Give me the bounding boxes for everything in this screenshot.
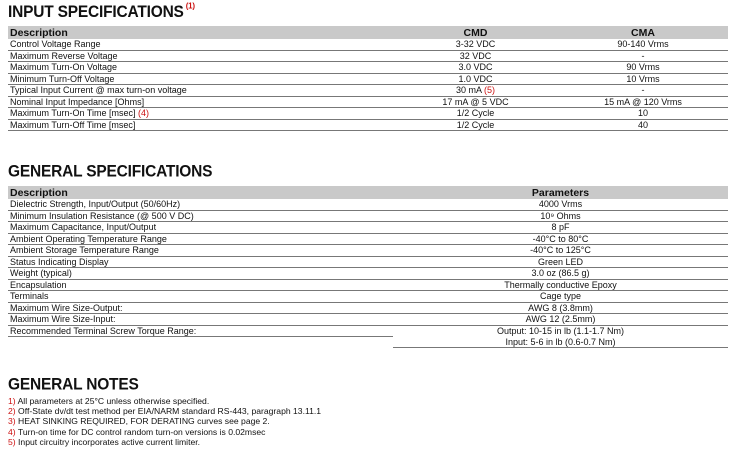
cmd-cell [393,62,558,74]
table-row [8,199,728,210]
note-item [8,437,321,447]
note-text: Off-State dv/dt test method per EIA/NARM standard RS-443, paragraph 13.11.1 [15,406,322,417]
cmd-value: 3-32 VDC [455,39,496,50]
cmd-value: 1.0 VDC [458,73,493,84]
cmd-value: 1/2 Cycle [456,108,495,119]
table-row [8,62,728,74]
parameter-cell: 10⁹ Ohms [393,210,728,222]
cmd-cell [393,73,558,85]
column-header-cmd: CMD [393,26,558,39]
input-specifications-table [8,26,728,131]
description-cell [8,96,393,108]
description-cell: Dielectric Strength, Input/Output (50/60Hz) [8,199,393,210]
table-row [8,291,728,303]
note-text: HEAT SINKING REQUIRED, FOR DERATING curves see page 2. [15,416,270,427]
input-specifications-title [8,0,195,22]
description-text: Maximum Turn-Off Time [msec] [10,119,136,130]
description-cell: Maximum Wire Size-Output: [8,302,393,314]
note-number: 1) [8,396,16,406]
description-cell [8,62,393,74]
description-cell: Terminals [8,291,393,303]
title-note-ref: (1) [185,0,195,11]
parameter-cell: 3.0 oz (86.5 g) [393,268,728,280]
table-row [8,325,728,337]
description-cell: Encapsulation [8,279,393,291]
note-text: Input circuitry incorporates active current limiter. [15,436,201,447]
table-row [8,39,728,50]
parameter-cell: -40°C to 80°C [393,233,728,245]
parameter-cell: Green LED [393,256,728,268]
cmd-value: 17 mA @ 5 VDC [442,96,509,107]
general-notes-title: GENERAL NOTES [8,376,139,394]
empty-cell [8,337,393,348]
cma-cell: 90 Vrms [558,62,728,74]
description-text: Control Voltage Range [10,39,101,50]
description-cell: Minimum Insulation Resistance (@ 500 V DC) [8,210,393,222]
cmd-cell [393,108,558,120]
parameter-cell: 4000 Vrms [393,199,728,210]
table-header-row [8,26,728,39]
cma-cell: 90-140 Vrms [558,39,728,50]
note-number: 5) [8,436,16,447]
table-row [8,119,728,131]
table-row [8,314,728,326]
note-item [8,427,321,437]
cmd-cell [393,96,558,108]
table-row [8,108,728,120]
description-text: Maximum Reverse Voltage [10,50,118,61]
parameter-cell: Thermally conductive Epoxy [393,279,728,291]
description-cell: Maximum Capacitance, Input/Output [8,222,393,234]
parameter-cell: 8 pF [393,222,728,234]
description-text: Maximum Turn-On Voltage [10,62,118,73]
table-row [8,279,728,291]
note-item [8,416,321,426]
cma-cell: 40 [558,119,728,131]
parameter-cell: AWG 8 (3.8mm) [393,302,728,314]
description-cell: Recommended Terminal Screw Torque Range: [8,325,393,337]
cmd-value: 30 mA [455,85,482,96]
note-number: 2) [8,406,16,417]
cmd-cell [393,119,558,131]
table-row [8,85,728,97]
cmd-value: 32 VDC [459,50,492,61]
parameter-cell: AWG 12 (2.5mm) [393,314,728,326]
description-cell [8,85,393,97]
column-header-description: Description [8,26,393,39]
cma-cell: - [558,85,728,97]
table-row [8,50,728,62]
table-row [8,268,728,280]
note-number: 4) [8,426,16,437]
table-row [8,222,728,234]
description-cell [8,39,393,50]
description-cell [8,73,393,85]
description-cell [8,50,393,62]
description-cell: Ambient Storage Temperature Range [8,245,393,257]
cma-cell: - [558,50,728,62]
note-ref: (4) [138,108,150,119]
input-specifications-title-text: INPUT SPECIFICATIONS [8,3,184,22]
table-header-row [8,186,728,199]
column-header-cma: CMA [558,26,728,39]
parameter-cell: Cage type [393,291,728,303]
column-header-description: Description [8,186,393,199]
general-specifications-table [8,186,728,348]
note-item [8,396,321,406]
description-cell: Status Indicating Display [8,256,393,268]
table-row [8,210,728,222]
description-text: Nominal Input Impedance [Ohms] [10,96,145,107]
note-number: 3) [8,416,16,427]
description-cell: Weight (typical) [8,268,393,280]
cma-cell: 15 mA @ 120 Vrms [558,96,728,108]
cmd-value: 3.0 VDC [458,62,493,73]
table-row [8,73,728,85]
description-text: Maximum Turn-On Time [msec] [10,108,136,119]
cmd-value: 1/2 Cycle [456,119,495,130]
note-item [8,406,321,416]
table-row-continuation [8,337,728,348]
parameter-cell-continuation: Input: 5-6 in lb (0.6-0.7 Nm) [393,337,728,348]
cmd-cell [393,39,558,50]
description-text: Typical Input Current @ max turn-on voltage [10,85,187,96]
column-header-parameters: Parameters [393,186,728,199]
table-row [8,96,728,108]
description-cell [8,108,393,120]
parameter-cell: Output: 10-15 in lb (1.1-1.7 Nm) [496,326,625,336]
table-row [8,233,728,245]
cma-cell: 10 Vrms [558,73,728,85]
cmd-cell [393,85,558,97]
description-text: Minimum Turn-Off Voltage [10,73,115,84]
description-cell: Ambient Operating Temperature Range [8,233,393,245]
general-specifications-title: GENERAL SPECIFICATIONS [8,163,213,181]
table-row [8,245,728,257]
cma-cell: 10 [558,108,728,120]
note-text: Turn-on time for DC control random turn-on versions is 0.02msec [15,426,266,437]
general-notes-list [8,396,321,447]
note-ref: (5) [484,85,496,96]
parameter-cell: -40°C to 125°C [393,245,728,257]
table-row [8,256,728,268]
description-cell [8,119,393,131]
cmd-cell [393,50,558,62]
note-text: All parameters at 25°C unless otherwise specified. [15,396,210,406]
table-row [8,302,728,314]
description-cell: Maximum Wire Size-Input: [8,314,393,326]
